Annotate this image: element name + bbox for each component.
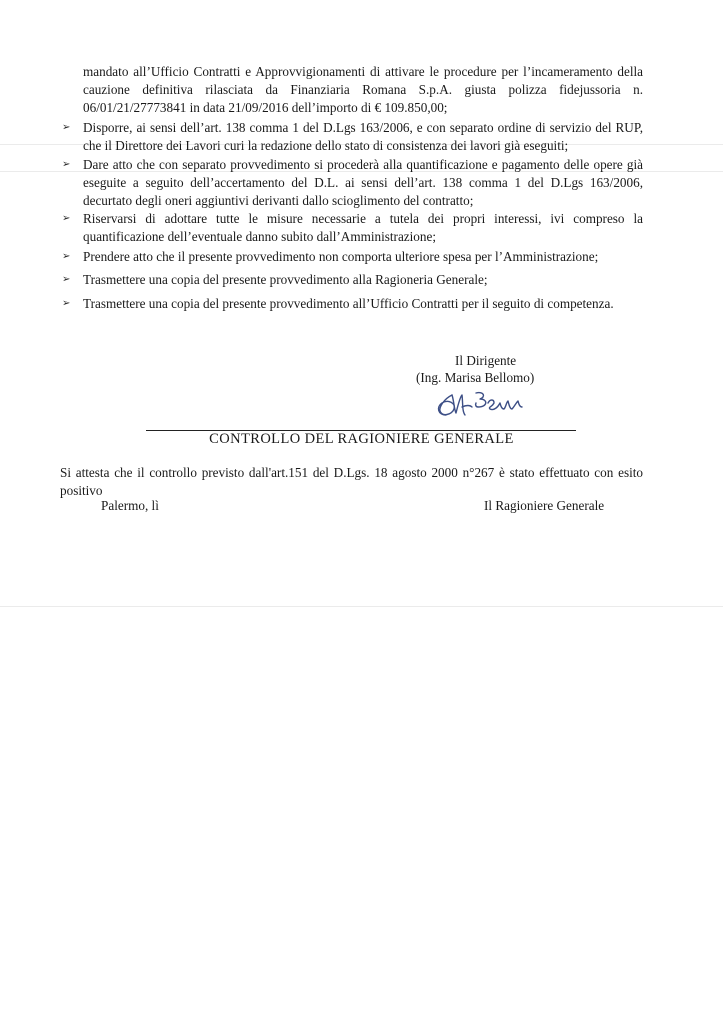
scan-line [0, 606, 723, 607]
signatory-name: (Ing. Marisa Bellomo) [416, 370, 535, 385]
place-date: Palermo, lì [101, 498, 159, 513]
bullet-arrow-icon: ➢ [62, 274, 71, 285]
bullet-arrow-icon: ➢ [62, 159, 71, 170]
signatory-role: Il Dirigente [455, 353, 517, 368]
list-item: Trasmettere una copia del presente provvedimento all’Ufficio Contratti per il seguito di competenza. [83, 296, 614, 311]
list-item: Prendere atto che il presente provvedimento non comporta ulteriore spesa per l’Amministrazione; [83, 249, 599, 264]
list-item: Riservarsi di adottare tutte le misure necessarie a tutela dei propri interessi, ivi compreso la quantificazione dell’eventuale danno subito dall’Amministrazione; [83, 211, 643, 244]
continuation-paragraph: mandato all’Ufficio Contratti e Approvvigionamenti di attivare le procedure per l’incameramento della cauzione definitiva rilasciata da Finanziaria Romana S.p.A. giusta polizza fidejussoria n. 06/01/21/27773841 in data 21/09/2016 dell’importo di € 109.850,00; [83, 64, 643, 115]
bullet-arrow-icon: ➢ [62, 298, 71, 309]
ragioniere-title: Il Ragioniere Generale [484, 498, 605, 513]
list-item: Dare atto che con separato provvedimento si procederà alla quantificazione e pagamento delle opere già eseguite a seguito dell’accertamento del D.L. ai sensi dell’art. 138 comma 1 del D.Lgs 163/2006, decurtato degli oneri aggiuntivi derivanti dallo scioglimento del contratto; [83, 157, 643, 208]
list-item: Trasmettere una copia del presente provvedimento alla Ragioneria Generale; [83, 272, 488, 287]
bullet-arrow-icon: ➢ [62, 122, 71, 133]
bullet-arrow-icon: ➢ [62, 251, 71, 262]
bullet-arrow-icon: ➢ [62, 213, 71, 224]
handwritten-signature [432, 385, 542, 423]
list-item: Disporre, ai sensi dell’art. 138 comma 1 del D.Lgs 163/2006, e con separato ordine di servizio del RUP, che il Direttore dei Lavori curi la redazione dello stato di consistenza dei lavori già eseguiti; [83, 120, 643, 153]
attestation-paragraph: Si attesta che il controllo previsto dall'art.151 del D.Lgs. 18 agosto 2000 n°267 è stato effettuato con esito positivo [60, 465, 643, 498]
section-heading: CONTROLLO DEL RAGIONIERE GENERALE [209, 431, 514, 447]
